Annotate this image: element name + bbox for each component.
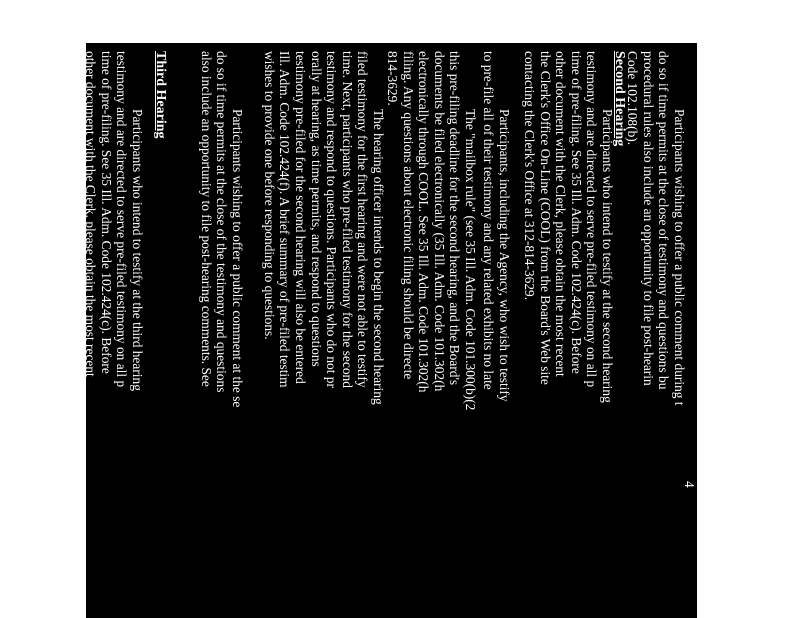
- text-line: Ill. Adm. Code 102.424(f). A brief summary of pre-filed testim: [277, 51, 293, 388]
- text-line: time of pre-filing. See 35 Ill. Adm. Code 102.424(c). Before: [98, 51, 114, 374]
- paragraph: [51, 51, 145, 391]
- text-line: Code 102.108(b).: [625, 51, 641, 146]
- text-line: procedural rules also include an opportunity to file post-hearin: [640, 51, 656, 386]
- text-line: the Clerk's Office On-Line (COOL) from the Board's Web site: [537, 51, 553, 385]
- text-line: testimony and are directed to serve pre-filed testimony on all p: [584, 51, 600, 388]
- paragraph: [261, 51, 386, 405]
- text-line: Participants who intend to testify at the second hearing: [600, 109, 615, 403]
- text-line: filed testimony for the first hearing and were not able to testify: [355, 51, 371, 388]
- text-line: also include an opportunity to file post-hearing comments. See: [198, 51, 214, 387]
- text-line: testimony and respond to questions. Participants who do not pr: [324, 51, 340, 388]
- paragraph: [625, 51, 687, 406]
- paragraph: [384, 51, 478, 410]
- text-line: this pre-filing deadline for the second hearing, and the Board's: [447, 51, 463, 386]
- text-line: Participants, including the Agency, who wish to testify: [497, 109, 512, 402]
- paragraph: [198, 51, 245, 407]
- scanned-page: [52, 43, 697, 618]
- page-number: 4: [682, 481, 697, 488]
- text-line: The hearing officer intends to begin the second hearing: [371, 109, 386, 405]
- text-line: to pre-file all of their testimony and any related exhibits no late: [481, 51, 497, 390]
- text-line: filing. Any questions about electronic filing should be directe: [400, 51, 416, 380]
- text-line: other document with the Clerk, please obtain the most recent: [83, 51, 99, 377]
- text-line: documents be filed electronically (35 Ill. Adm. Code 101.302(h: [431, 51, 447, 392]
- text-line: time of pre-filing. See 35 Ill. Adm. Code 102.424(c). Before: [568, 51, 584, 374]
- text-line: Participants who intend to testify at the third hearing: [130, 109, 145, 391]
- text-line: electronically through COOL. See 35 Ill. Adm. Code 101.302(h: [416, 51, 432, 393]
- text-line: Participants wishing to offer a public comment at the se: [230, 109, 245, 408]
- text-line: the Clerk's Office On-Line (COOL) from the Board's Web site: [67, 51, 83, 385]
- text-line: contacting the Clerk's Office at 312-814-3629.: [522, 51, 538, 301]
- text-line: do so if time permits at the close of testimony and questions bu: [656, 51, 672, 390]
- rotated-page-content: [52, 43, 697, 618]
- text-line: testimony and are directed to serve pre-filed testimony on all p: [114, 51, 130, 388]
- text-line: 814-3629.: [385, 51, 401, 106]
- paragraph: [521, 51, 615, 403]
- text-line: Participants wishing to offer a public comment during t: [672, 109, 687, 406]
- text-line: other document with the Clerk, please obtain the most recent: [553, 51, 569, 377]
- text-line: time. Next, participants who pre-filed testimony for the second: [339, 51, 355, 388]
- section-heading: Second Hearing: [612, 51, 627, 147]
- text-line: orally at hearing, as time permits, and respond to questions: [308, 51, 324, 367]
- text-line: contacting the Clerk's Office at 312-814-3629.: [52, 51, 68, 301]
- section-heading: Third Hearing: [153, 51, 168, 139]
- text-line: testimony pre-filed for the second hearing will also be entered: [293, 51, 309, 384]
- paragraph: [481, 51, 512, 402]
- text-line: do so if time permits at the close of the testimony and questions: [214, 51, 230, 393]
- text-line: The "mailbox rule" (see 35 Ill. Adm. Code 101.300(b)(2: [463, 109, 478, 411]
- text-line: wishes to provide one before responding to questions.: [261, 51, 277, 340]
